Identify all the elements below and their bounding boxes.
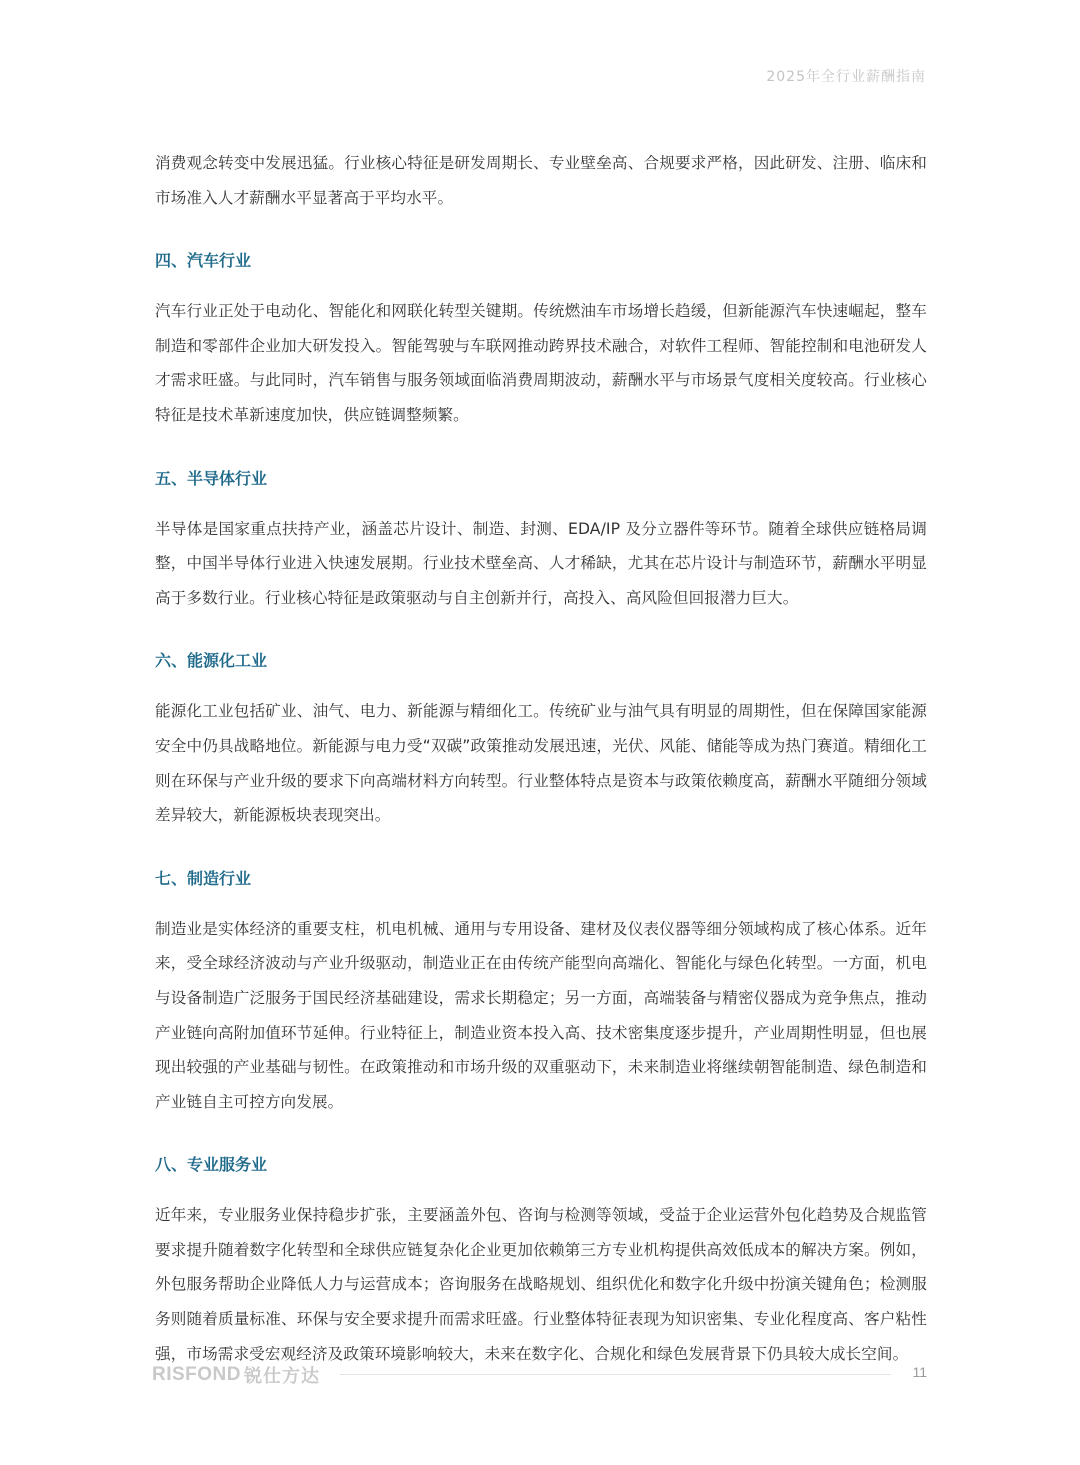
section-paragraph-manufacturing: 制造业是实体经济的重要支柱，机电机械、通用与专用设备、建材及仪表仪器等细分领域构成了核心体系。近年来，受全球经济波动与产业升级驱动，制造业正在由传统产能型向高端化、智能化与绿色化转型。一方面，机电与设备制造广泛服务于国民经济基础建设，需求长期稳定；另一方面，高端装备与精密仪器成为竞争焦点，推动产业链向高附加值环节延伸。行业特征上，制造业资本投入高、技术密集度逐步提升，产业周期性明显，但也展现出较强的产业基础与韧性。在政策推动和市场升级的双重驱动下，未来制造业将继续朝智能制造、绿色制造和产业链自主可控方向发展。 [155,919,927,1111]
section-heading-automotive: 四、汽车行业 [155,251,252,271]
logo-chinese-text: 锐仕方达 [244,1366,320,1387]
section-heading-energy-chemical: 六、能源化工业 [155,651,268,671]
document-body [155,146,927,1371]
section-heading-professional-services: 八、专业服务业 [155,1155,268,1175]
section-paragraph-energy-chemical: 能源化工业包括矿业、油气、电力、新能源与精细化工。传统矿业与油气具有明显的周期性，但在保障国家能源安全中仍具战略地位。新能源与电力受“双碳”政策推动发展迅速，光伏、风能、储能等成为热门赛道。精细化工则在环保与产业升级的要求下向高端材料方向转型。行业整体特点是资本与政策依赖度高，薪酬水平随细分领域差异较大，新能源板块表现突出。 [155,702,927,825]
page-header-title: 2025年全行业薪酬指南 [766,69,926,85]
logo-latin-text: RISFOND [152,1364,241,1385]
company-logo [152,1362,320,1388]
section-heading-semiconductor: 五、半导体行业 [155,468,268,488]
section-paragraph-professional-services: 近年来，专业服务业保持稳步扩张，主要涵盖外包、咨询与检测等领域，受益于企业运营外包化趋势及合规监管要求提升随着数字化转型和全球供应链复杂化企业更加依赖第三方专业机构提供高效低成本的解决方案。例如，外包服务帮助企业降低人力与运营成本；咨询服务在战略规划、组织优化和数字化升级中扮演关键角色；检测服务则随着质量标准、环保与安全要求提升而需求旺盛。行业整体特征表现为知识密集、专业化程度高、客户粘性强，市场需求受宏观经济及政策环境影响较大，未来在数字化、合规化和绿色发展背景下仍具较大成长空间。 [155,1206,927,1363]
footer-divider [340,1374,891,1375]
section-heading-manufacturing: 七、制造行业 [155,868,252,888]
section-paragraph-semiconductor: 半导体是国家重点扶持产业，涵盖芯片设计、制造、封测、EDA/IP 及分立器件等环节。随着全球供应链格局调整，中国半导体行业进入快速发展期。行业技术壁垒高、人才稀缺，尤其在芯片设计与制造环节，薪酬水平明显高于多数行业。行业核心特征是政策驱动与自主创新并行，高投入、高风险但回报潜力巨大。 [155,519,927,607]
page-number: 11 [912,1364,927,1380]
section-paragraph-automotive: 汽车行业正处于电动化、智能化和网联化转型关键期。传统燃油车市场增长趋缓，但新能源汽车快速崛起，整车制造和零部件企业加大研发投入。智能驾驶与车联网推动跨界技术融合，对软件工程师、智能控制和电池研发人才需求旺盛。与此同时，汽车销售与服务领域面临消费周期波动，薪酬水平与市场景气度相关度较高。行业核心特征是技术革新速度加快，供应链调整频繁。 [155,302,927,424]
page-footer [152,1362,927,1388]
section-paragraph-continued: 消费观念转变中发展迅猛。行业核心特征是研发周期长、专业壁垒高、合规要求严格，因此研发、注册、临床和市场准入人才薪酬水平显著高于平均水平。 [155,154,927,207]
